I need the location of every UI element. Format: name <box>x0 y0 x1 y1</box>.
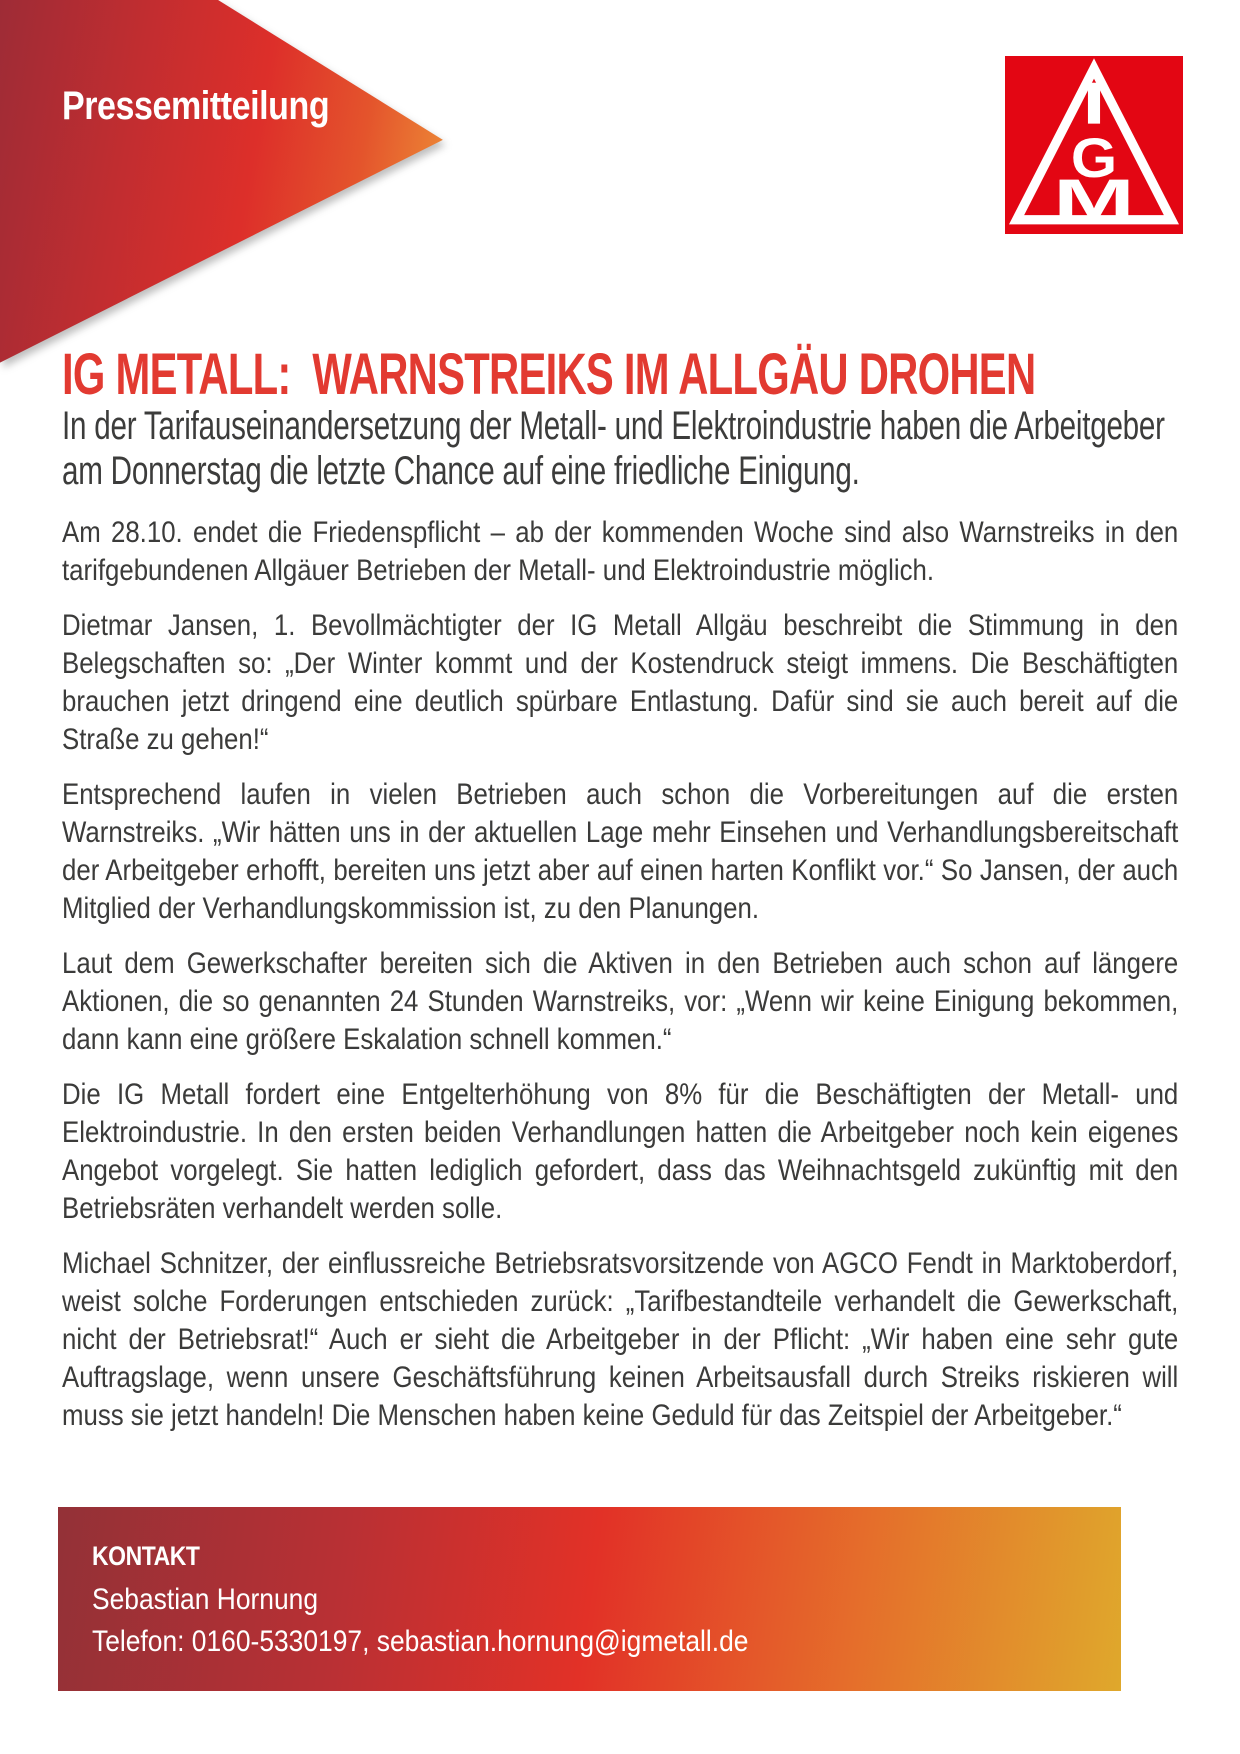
paragraph: Entsprechend laufen in vielen Betrieben auch schon die Vorbereitungen auf die ersten Warnstreiks. „Wir hätten uns in der aktuellen Lage mehr Einsehen und Verhandlungsbereitschaft der Arbeitgeber erhofft, bereiten uns jetzt aber auf einen harten Konflikt vor.“ So Jansen, der auch Mitglied der Verhandlungskommission ist, zu den Planungen. <box>62 778 1179 925</box>
banner-title: Pressemitteilung <box>62 84 330 128</box>
subheadline: In der Tarifauseinandersetzung der Metall- und Elektroindustrie haben die Arbeitgeber am Donnerstag die letzte Chance auf eine friedliche Einigung. <box>62 404 1165 493</box>
logo-letter-i <box>1088 83 1100 124</box>
paragraph: Dietmar Jansen, 1. Bevollmächtigter der IG Metall Allgäu beschreibt die Stimmung in den Belegschaften so: „Der Winter kommt und der Kostendruck steigt immens. Die Beschäftigten brauchen jetzt dringend eine deutlich spürbare Entlastung. Dafür sind sie auch bereit auf die Straße zu gehen!“ <box>62 609 1179 756</box>
headline: IG METALL: WARNSTREIKS IM ALLGÄU DROHEN <box>62 342 1036 407</box>
ig-metall-logo-graphic <box>1005 55 1183 235</box>
contact-heading: KONTAKT <box>92 1541 200 1571</box>
paragraph: Am 28.10. endet die Friedenspflicht – ab der kommenden Woche sind also Warnstreiks in den tarifgebundenen Allgäuer Betrieben der Metall- und Elektroindustrie möglich. <box>62 516 1179 587</box>
paragraph: Die IG Metall fordert eine Entgelterhöhung von 8% für die Beschäftigten der Metall- und Elektroindustrie. In den ersten beiden Verhandlungen hatten die Arbeitgeber noch kein eigenes Angebot vorgelegt. Sie hatten lediglich gefordert, dass das Weihnachtsgeld zukünftig mit den Betriebsräten verhandelt werden solle. <box>62 1078 1179 1225</box>
ig-metall-logo-icon <box>1005 55 1183 235</box>
logo-letter-g: G <box>1070 127 1118 190</box>
body-copy <box>62 514 1178 1452</box>
logo-letter-m: M <box>1053 167 1135 230</box>
contact-phone-email: Telefon: 0160-5330197, sebastian.hornung@igmetall.de <box>92 1625 749 1658</box>
contact-name: Sebastian Hornung <box>92 1583 319 1616</box>
banner-arrow-shape <box>0 0 446 370</box>
paragraph: Michael Schnitzer, der einflussreiche Betriebsratsvorsitzende von AGCO Fendt in Marktoberdorf, weist solche Forderungen entschieden zurück: „Tarifbestandteile verhandelt die Gewerkschaft, nicht der Betriebsrat!“ Auch er sieht die Arbeitgeber in der Pflicht: „Wir haben eine sehr gute Auftragslage, wenn unsere Geschäftsführung keinen Arbeitsausfall durch Streiks riskieren will muss sie jetzt handeln! Die Menschen haben keine Geduld für das Zeitspiel der Arbeitgeber.“ <box>62 1247 1179 1432</box>
paragraph: Laut dem Gewerkschafter bereiten sich die Aktiven in den Betrieben auch schon auf längere Aktionen, die so genannten 24 Stunden Warnstreiks, vor: „Wenn wir keine Einigung bekommen, dann kann eine größere Eskalation schnell kommen.“ <box>62 947 1179 1056</box>
contact-box <box>58 1507 1121 1691</box>
press-banner <box>0 0 446 370</box>
